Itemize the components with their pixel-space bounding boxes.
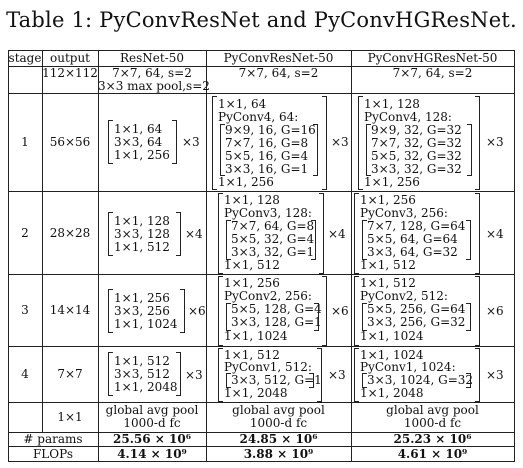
pyconv-kernel: 7×7, 16, G=8 xyxy=(225,136,309,150)
pyconvhg-header: PyConv2, 512: xyxy=(360,289,448,303)
stage-output: 14×14 xyxy=(49,303,91,317)
params-label: # params xyxy=(23,432,83,446)
rule xyxy=(8,191,515,192)
pyconv-kernel: 5×5, 128, G=4 xyxy=(231,302,322,316)
right-bracket xyxy=(475,348,480,402)
stem-output: 112×112 xyxy=(42,66,98,80)
resnet-layer: 1×1, 64 xyxy=(114,122,163,136)
resnet-layer: 1×1, 128 xyxy=(114,214,170,228)
left-bracket xyxy=(108,212,113,256)
right-bracket xyxy=(176,212,181,256)
resnet-layer: 3×3, 512 xyxy=(114,367,170,381)
pyconvhg-bottom-layer: 1×1, 256 xyxy=(364,175,420,189)
left-bracket xyxy=(354,193,359,274)
left-bracket xyxy=(218,276,223,346)
architecture-table xyxy=(8,50,515,462)
repeat-count: ×3 xyxy=(328,368,346,382)
rule xyxy=(8,274,515,275)
header-resnet: ResNet-50 xyxy=(119,51,185,65)
repeat-count: ×3 xyxy=(182,135,200,149)
right-bracket xyxy=(314,303,319,331)
pyconvhg-kernel: 3×3, 256, G=32 xyxy=(367,315,466,329)
right-bracket xyxy=(322,276,327,346)
pyconv-kernel: 3×3, 32, G=1 xyxy=(231,245,315,259)
pyconvhg-kernel: 7×7, 128, G=64 xyxy=(367,219,466,233)
pyconvhg-bottom-layer: 1×1, 2048 xyxy=(360,386,424,400)
resnet-layer: 1×1, 512 xyxy=(114,240,170,254)
left-bracket xyxy=(108,120,113,164)
right-bracket xyxy=(317,348,322,402)
pyconvhg-top-layer: 1×1, 256 xyxy=(360,193,416,207)
params-pyconv: 24.85 × 10⁶ xyxy=(239,432,318,446)
pyconvhg-bottom-layer: 1×1, 1024 xyxy=(360,329,424,343)
stage-output: 28×28 xyxy=(49,226,91,240)
pyconv-top-layer: 1×1, 512 xyxy=(224,348,280,362)
pyconv-bottom-layer: 1×1, 2048 xyxy=(224,386,288,400)
left-bracket xyxy=(358,96,363,190)
rule xyxy=(206,50,207,461)
pyconvhg-top-layer: 1×1, 512 xyxy=(360,276,416,290)
pyconvhg-kernel: 5×5, 64, G=64 xyxy=(367,232,458,246)
pyconvhg-kernel: 7×7, 32, G=32 xyxy=(371,136,462,150)
pyconv-global-pool: global avg pool xyxy=(232,403,325,417)
pyconv-kernel: 7×7, 64, G=8 xyxy=(231,219,315,233)
resnet-layer: 1×1, 256 xyxy=(114,148,170,162)
right-bracket xyxy=(322,96,327,190)
pyconvhg-kernel: 3×3, 32, G=32 xyxy=(371,162,462,176)
repeat-count: ×6 xyxy=(188,304,206,318)
resnet-layer: 3×3, 64 xyxy=(114,135,163,149)
pyconvhg-header: PyConv3, 256: xyxy=(360,206,448,220)
flops-pyconvhg: 4.61 × 10⁹ xyxy=(397,447,468,461)
header-output: output xyxy=(49,51,90,65)
pyconv-kernel: 9×9, 16, G=16 xyxy=(225,123,316,137)
pyconvhg-kernel: 5×5, 32, G=32 xyxy=(371,149,462,163)
pyconvhg-top-layer: 1×1, 1024 xyxy=(360,348,424,362)
pyconv-bottom-layer: 1×1, 512 xyxy=(224,258,280,272)
pyconv-kernel: 5×5, 32, G=4 xyxy=(231,232,315,246)
pyconv-bottom-layer: 1×1, 1024 xyxy=(224,329,288,343)
left-bracket xyxy=(108,352,113,396)
resnet-layer: 1×1, 1024 xyxy=(114,317,178,331)
right-bracket xyxy=(172,120,177,164)
left-bracket xyxy=(212,96,217,190)
pyconv-kernel: 3×3, 16, G=1 xyxy=(225,162,309,176)
pyconvhg-fc: 1000-d fc xyxy=(403,416,462,430)
stage-number: 1 xyxy=(21,135,29,149)
rule xyxy=(8,93,515,94)
rule xyxy=(8,461,515,462)
pyconvhg-kernel: 5×5, 256, G=64 xyxy=(367,302,466,316)
stem-resnet: 7×7, 64, s=2 xyxy=(112,66,192,80)
table-caption: Table 1: PyConvResNet and PyConvHGResNet. xyxy=(6,8,517,32)
left-bracket xyxy=(108,289,113,333)
repeat-count: ×6 xyxy=(486,304,504,318)
header-stage: stage xyxy=(8,51,42,65)
pyconv-top-layer: 1×1, 64 xyxy=(218,97,267,111)
resnet-fc: 1000-d fc xyxy=(123,416,181,430)
stage-number: 2 xyxy=(21,226,29,240)
resnet-global-pool: global avg pool xyxy=(105,403,199,417)
repeat-count: ×4 xyxy=(185,227,203,241)
resnet-layer: 3×3, 128 xyxy=(114,227,170,241)
right-bracket xyxy=(466,303,471,331)
pyconv-top-layer: 1×1, 128 xyxy=(224,193,280,207)
rule xyxy=(8,50,9,461)
pyconvhg-kernel: 3×3, 1024, G=32 xyxy=(367,373,474,387)
right-bracket xyxy=(311,220,316,260)
pyconvhg-top-layer: 1×1, 128 xyxy=(364,97,420,111)
params-pyconvhg: 25.23 × 10⁶ xyxy=(393,432,472,446)
pyconvhg-kernel: 9×9, 32, G=32 xyxy=(371,123,462,137)
repeat-count: ×3 xyxy=(331,135,349,149)
final-output: 1×1 xyxy=(57,410,83,424)
right-bracket xyxy=(309,373,314,388)
pyconvhg-header: PyConv1, 1024: xyxy=(360,360,456,374)
pyconvhg-global-pool: global avg pool xyxy=(386,403,479,417)
stage-output: 56×56 xyxy=(49,135,91,149)
repeat-count: ×3 xyxy=(486,135,504,149)
header-pyconv: PyConvResNet-50 xyxy=(223,51,334,65)
pyconvhg-kernel: 3×3, 64, G=32 xyxy=(367,245,458,259)
repeat-count: ×6 xyxy=(331,304,349,318)
pyconv-header: PyConv4, 64: xyxy=(218,110,299,124)
stage-number: 3 xyxy=(21,303,29,317)
left-bracket xyxy=(354,348,359,402)
right-bracket xyxy=(180,289,185,333)
params-resnet: 25.56 × 10⁶ xyxy=(113,432,191,446)
stage-output: 7×7 xyxy=(57,367,83,381)
resnet-layer: 1×1, 512 xyxy=(114,354,170,368)
repeat-count: ×3 xyxy=(486,368,504,382)
repeat-count: ×3 xyxy=(185,368,203,382)
pyconv-kernel: 3×3, 128, G=1 xyxy=(231,315,322,329)
rule xyxy=(351,50,352,461)
resnet-layer: 1×1, 256 xyxy=(114,291,170,305)
stem-pyconvhg: 7×7, 64, s=2 xyxy=(392,66,473,80)
stem-pool: 3×3 max pool,s=2 xyxy=(98,79,210,93)
left-bracket xyxy=(218,348,223,402)
right-bracket xyxy=(466,373,471,388)
pyconv-header: PyConv3, 128: xyxy=(224,206,312,220)
rule xyxy=(8,346,515,347)
header-pyconvhg: PyConvHGResNet-50 xyxy=(367,51,498,65)
pyconv-header: PyConv2, 256: xyxy=(224,289,312,303)
rule xyxy=(514,50,515,461)
right-bracket xyxy=(313,124,318,176)
right-bracket xyxy=(475,276,480,346)
flops-label: FLOPs xyxy=(32,447,74,461)
flops-resnet: 4.14 × 10⁹ xyxy=(117,447,187,461)
pyconv-header: PyConv1, 512: xyxy=(224,360,312,374)
stage-number: 4 xyxy=(21,367,29,381)
rule xyxy=(98,50,99,461)
flops-pyconv: 3.88 × 10⁹ xyxy=(243,447,314,461)
resnet-layer: 3×3, 256 xyxy=(114,304,170,318)
pyconvhg-bottom-layer: 1×1, 512 xyxy=(360,258,416,272)
pyconv-fc: 1000-d fc xyxy=(249,416,308,430)
resnet-layer: 1×1, 2048 xyxy=(114,380,178,394)
pyconv-kernel: 5×5, 16, G=4 xyxy=(225,149,309,163)
right-bracket xyxy=(176,352,181,396)
pyconvhg-header: PyConv4, 128: xyxy=(364,110,452,124)
right-bracket xyxy=(466,220,471,260)
stem-pyconv: 7×7, 64, s=2 xyxy=(238,66,319,80)
repeat-count: ×4 xyxy=(486,227,504,241)
right-bracket xyxy=(467,124,472,176)
right-bracket xyxy=(475,96,480,190)
pyconv-kernel: 3×3, 512, G=1 xyxy=(231,373,322,387)
right-bracket xyxy=(475,193,480,274)
repeat-count: ×4 xyxy=(328,227,346,241)
right-bracket xyxy=(319,193,324,274)
left-bracket xyxy=(218,193,223,274)
pyconv-bottom-layer: 1×1, 256 xyxy=(218,175,274,189)
left-bracket xyxy=(354,276,359,346)
pyconv-top-layer: 1×1, 256 xyxy=(224,276,280,290)
